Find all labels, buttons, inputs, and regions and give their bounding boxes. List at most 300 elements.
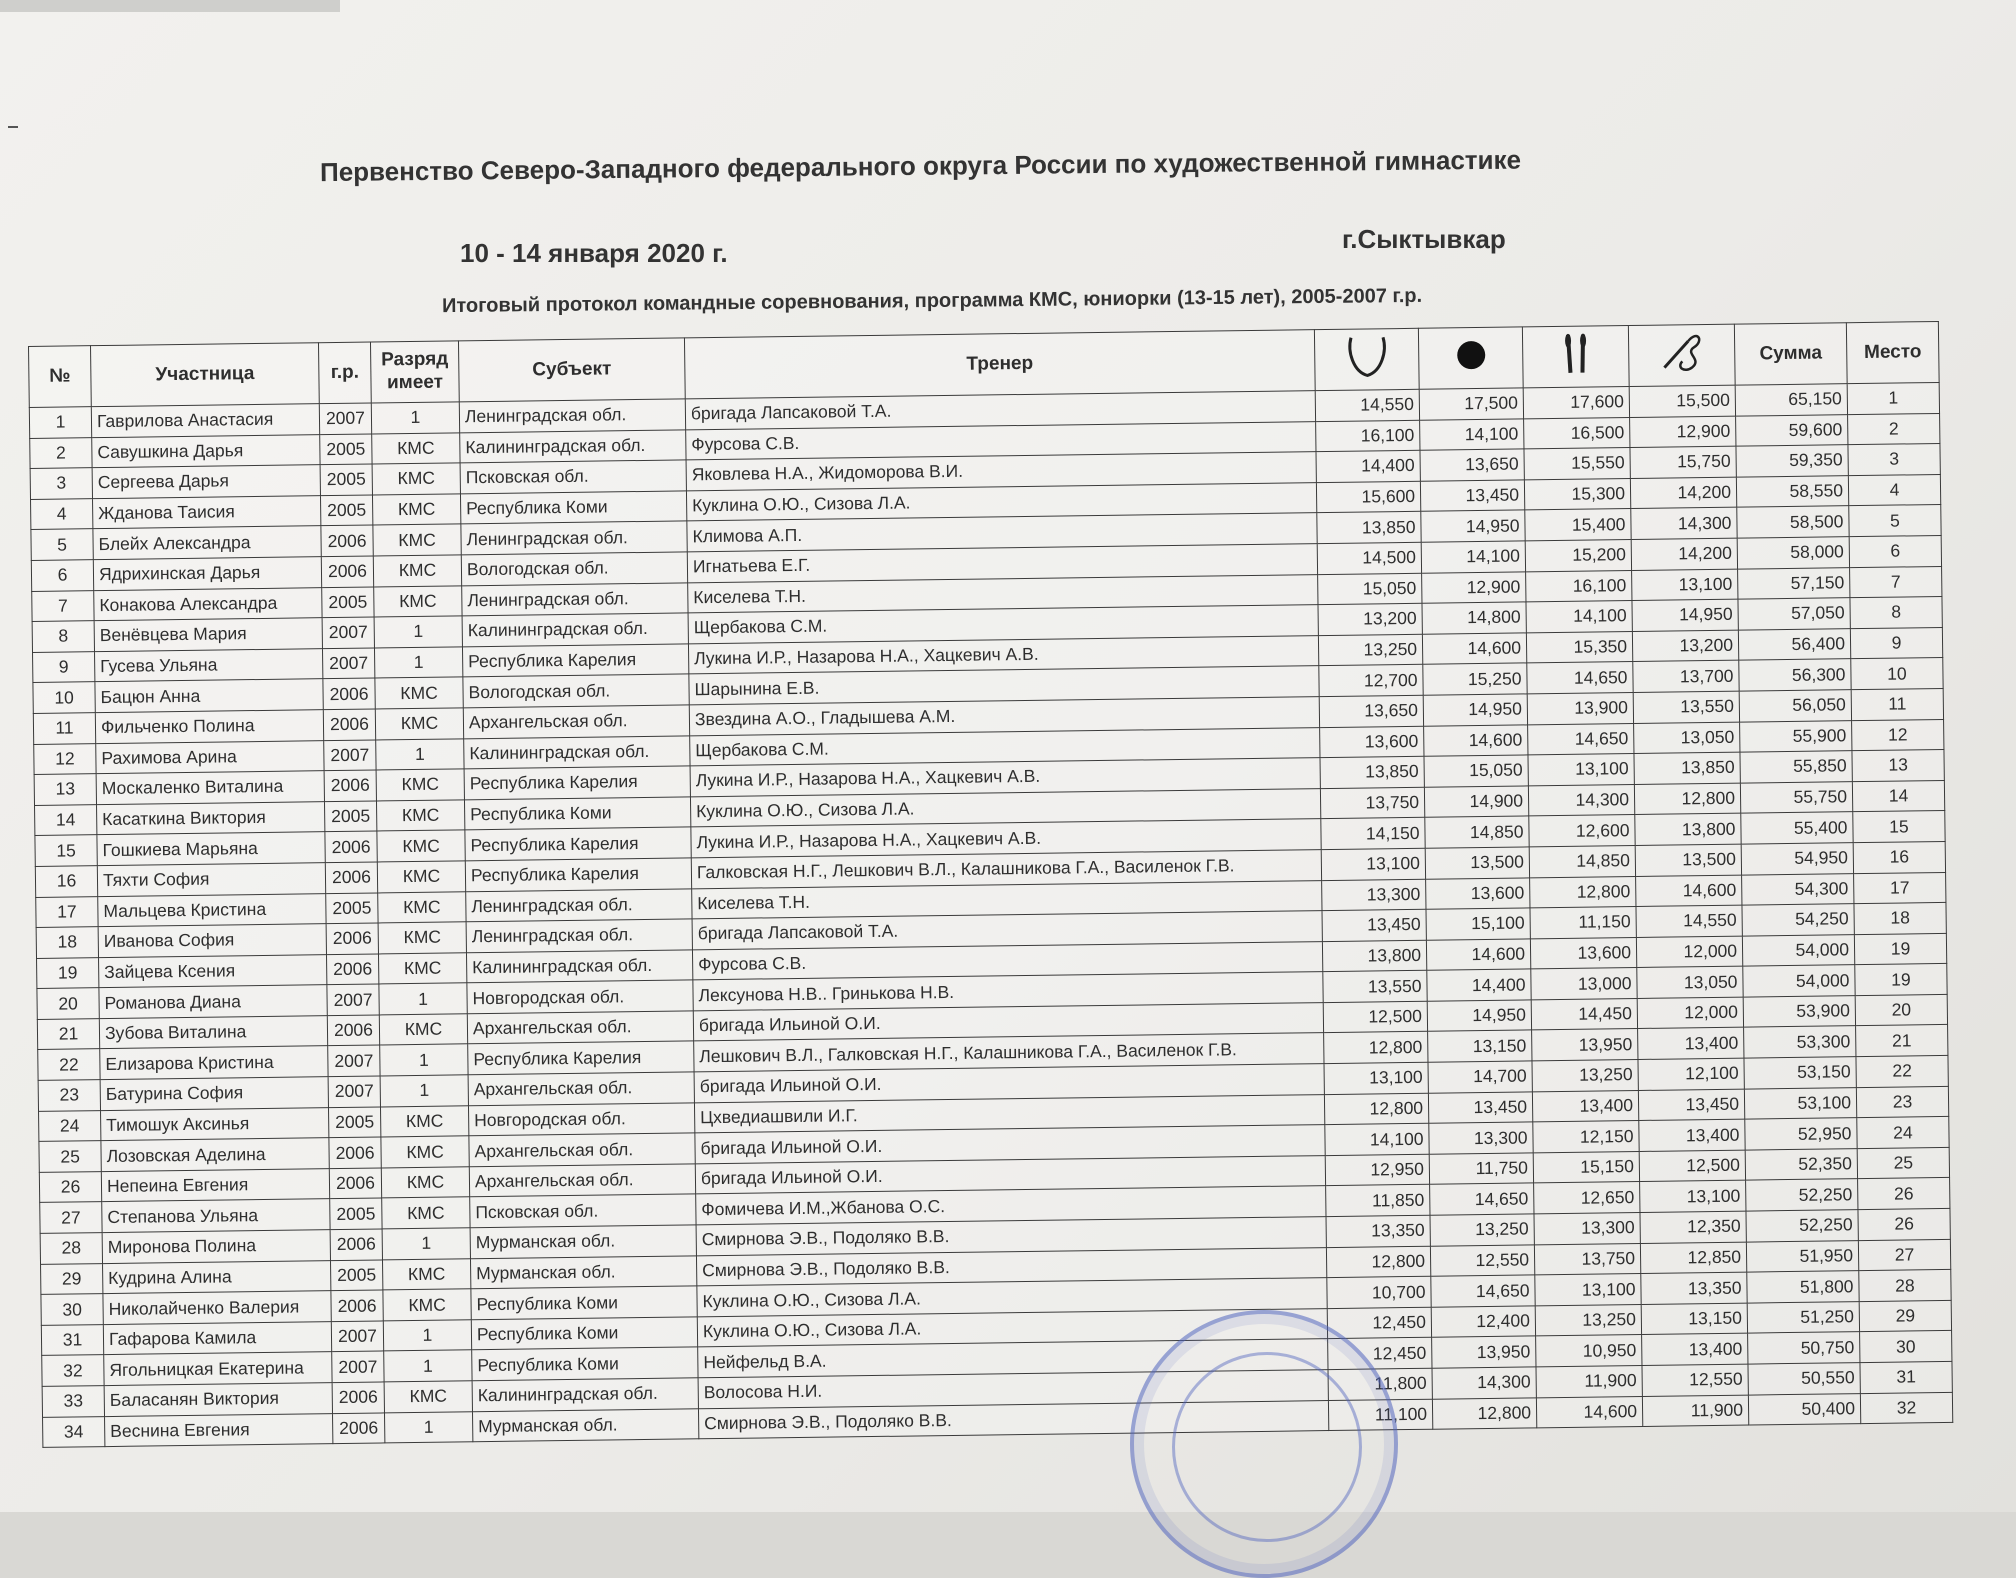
row-sum: 54,950 bbox=[1741, 843, 1853, 875]
row-sum: 56,400 bbox=[1738, 628, 1850, 660]
row-score-hoop: 13,300 bbox=[1322, 879, 1426, 911]
row-num: 24 bbox=[39, 1110, 101, 1141]
row-coach: бригада Ильиной О.И. bbox=[693, 1002, 1323, 1041]
row-score-ribbon: 11,900 bbox=[1642, 1395, 1748, 1427]
row-rank: КМС bbox=[377, 830, 465, 862]
row-rank: 1 bbox=[380, 1075, 468, 1107]
row-year: 2007 bbox=[328, 1076, 380, 1107]
row-year: 2006 bbox=[321, 525, 373, 556]
row-score-ball: 12,800 bbox=[1432, 1397, 1536, 1429]
row-rank: 1 bbox=[382, 1228, 470, 1260]
row-score-hoop: 12,800 bbox=[1324, 1032, 1428, 1064]
row-sum: 58,000 bbox=[1737, 537, 1849, 569]
row-sum: 53,100 bbox=[1744, 1087, 1856, 1119]
row-rank: КМС bbox=[375, 677, 463, 709]
row-participant: Конакова Александра bbox=[94, 587, 322, 621]
row-sum: 54,300 bbox=[1742, 873, 1854, 905]
row-region: Калининградская обл. bbox=[466, 950, 692, 984]
row-score-ball: 14,400 bbox=[1427, 969, 1531, 1001]
clubs-icon bbox=[1555, 328, 1596, 379]
row-num: 27 bbox=[40, 1202, 102, 1233]
row-rank: 1 bbox=[384, 1350, 472, 1382]
ribbon-icon bbox=[1653, 327, 1710, 378]
row-rank: КМС bbox=[383, 1289, 471, 1321]
row-place: 24 bbox=[1857, 1117, 1949, 1149]
row-score-hoop: 13,200 bbox=[1318, 603, 1422, 635]
row-score-clubs: 12,650 bbox=[1534, 1182, 1640, 1214]
row-score-ball: 13,600 bbox=[1426, 877, 1530, 909]
row-score-clubs: 13,000 bbox=[1531, 968, 1637, 1000]
row-sum: 52,250 bbox=[1746, 1179, 1858, 1211]
row-score-clubs: 15,400 bbox=[1525, 509, 1631, 541]
row-coach: бригада Ильиной О.И. bbox=[694, 1064, 1324, 1103]
page-edge bbox=[0, 0, 340, 12]
row-score-clubs: 11,900 bbox=[1536, 1365, 1642, 1397]
row-coach: Нейфельд В.А. bbox=[698, 1339, 1328, 1378]
row-sum: 56,300 bbox=[1739, 659, 1851, 691]
row-num: 31 bbox=[41, 1324, 103, 1355]
row-coach: Смирнова Э.В., Подоляко В.В. bbox=[698, 1400, 1328, 1439]
row-rank: КМС bbox=[382, 1258, 470, 1290]
row-participant: Тяхти София bbox=[97, 863, 325, 897]
row-score-ribbon: 13,550 bbox=[1633, 691, 1739, 723]
row-coach: Смирнова Э.В., Подоляко В.В. bbox=[696, 1217, 1326, 1256]
organization-stamp bbox=[1130, 1310, 1398, 1578]
row-num: 21 bbox=[37, 1018, 99, 1049]
row-score-hoop: 13,100 bbox=[1321, 848, 1425, 880]
row-score-ribbon: 13,500 bbox=[1635, 844, 1741, 876]
row-num: 12 bbox=[34, 743, 96, 774]
row-score-hoop: 11,100 bbox=[1328, 1399, 1432, 1431]
row-participant: Касаткина Виктория bbox=[97, 801, 325, 835]
row-score-clubs: 15,300 bbox=[1524, 478, 1630, 510]
row-sum: 59,350 bbox=[1736, 445, 1848, 477]
row-place: 18 bbox=[1854, 903, 1946, 935]
col-header-place: Место bbox=[1846, 321, 1939, 383]
row-num: 11 bbox=[33, 713, 95, 744]
competition-city: г.Сыктывкар bbox=[1342, 224, 1506, 254]
row-participant: Бацюн Анна bbox=[95, 679, 323, 713]
row-year: 2006 bbox=[325, 831, 377, 862]
row-year: 2007 bbox=[332, 1351, 384, 1382]
row-place: 30 bbox=[1860, 1331, 1952, 1363]
row-place: 28 bbox=[1859, 1270, 1951, 1302]
row-score-ribbon: 14,950 bbox=[1632, 599, 1738, 631]
row-score-ribbon: 12,350 bbox=[1640, 1211, 1746, 1243]
row-coach: Лешкович В.Л., Галковская Н.Г., Калашникова Г.А., Василенок Г.В. bbox=[694, 1033, 1324, 1072]
row-year: 2006 bbox=[329, 1168, 381, 1199]
results-table bbox=[28, 321, 1953, 1448]
col-header-ribbon bbox=[1628, 324, 1735, 386]
row-year: 2007 bbox=[322, 648, 374, 679]
row-coach: Лексунова Н.В.. Гринькова Н.В. bbox=[693, 972, 1323, 1011]
row-coach: Шарынина Е.В. bbox=[689, 666, 1319, 705]
row-score-clubs: 13,250 bbox=[1532, 1060, 1638, 1092]
row-coach: бригада Лапсаковой Т.А. bbox=[685, 391, 1315, 430]
row-num: 33 bbox=[42, 1386, 104, 1417]
row-participant: Жданова Таисия bbox=[93, 495, 321, 529]
row-sum: 53,300 bbox=[1744, 1026, 1856, 1058]
row-score-hoop: 13,750 bbox=[1320, 787, 1424, 819]
col-header-ball bbox=[1418, 327, 1523, 389]
row-sum: 57,050 bbox=[1738, 598, 1850, 630]
row-participant: Сергеева Дарья bbox=[92, 465, 320, 499]
row-score-clubs: 15,200 bbox=[1525, 540, 1631, 572]
row-participant: Степанова Ульяна bbox=[102, 1199, 330, 1233]
row-score-clubs: 13,100 bbox=[1528, 754, 1634, 786]
row-score-clubs: 16,100 bbox=[1526, 570, 1632, 602]
row-score-ball: 13,650 bbox=[1420, 449, 1524, 481]
row-participant: Ядрихинская Дарья bbox=[93, 557, 321, 591]
row-num: 17 bbox=[36, 896, 98, 927]
row-score-ball: 13,150 bbox=[1428, 1030, 1532, 1062]
row-score-clubs: 13,750 bbox=[1534, 1243, 1640, 1275]
row-score-ball: 14,600 bbox=[1422, 633, 1526, 665]
row-coach: Волосова Н.И. bbox=[698, 1370, 1328, 1409]
row-num: 13 bbox=[34, 774, 96, 805]
row-num: 9 bbox=[33, 651, 95, 682]
row-region: Новгородская обл. bbox=[467, 980, 693, 1014]
row-score-ball: 13,450 bbox=[1428, 1092, 1532, 1124]
row-rank: 1 bbox=[383, 1320, 471, 1352]
row-sum: 55,900 bbox=[1740, 720, 1852, 752]
row-score-hoop: 14,400 bbox=[1316, 450, 1420, 482]
row-score-ball: 14,950 bbox=[1427, 1000, 1531, 1032]
protocol-subtitle: Итоговый протокол командные соревнования, программа КМС, юниорки (13-15 лет), 2005-2007 г.р. bbox=[441, 284, 1423, 318]
row-num: 4 bbox=[31, 498, 93, 529]
row-num: 5 bbox=[31, 529, 93, 560]
row-sum: 56,050 bbox=[1739, 690, 1851, 722]
row-score-ball: 17,500 bbox=[1419, 388, 1523, 420]
col-header-sum: Сумма bbox=[1734, 323, 1847, 385]
row-participant: Венёвцева Мария bbox=[94, 618, 322, 652]
row-sum: 65,150 bbox=[1735, 384, 1847, 416]
row-score-ribbon: 12,550 bbox=[1642, 1364, 1748, 1396]
row-place: 14 bbox=[1852, 780, 1944, 812]
row-sum: 57,150 bbox=[1738, 567, 1850, 599]
row-year: 2005 bbox=[330, 1260, 382, 1291]
row-score-ball: 13,300 bbox=[1429, 1122, 1533, 1154]
row-participant: Баласанян Виктория bbox=[104, 1383, 332, 1417]
row-num: 7 bbox=[32, 590, 94, 621]
row-region: Архангельская обл. bbox=[463, 705, 689, 739]
row-participant: Елизарова Кристина bbox=[100, 1046, 328, 1080]
col-header-year: г.р. bbox=[318, 342, 371, 404]
row-region: Республика Коми bbox=[472, 1347, 698, 1381]
row-region: Республика Карелия bbox=[464, 766, 690, 800]
row-rank: КМС bbox=[372, 463, 460, 495]
row-score-hoop: 15,050 bbox=[1318, 573, 1422, 605]
row-rank: КМС bbox=[378, 953, 466, 985]
row-participant: Николайченко Валерия bbox=[103, 1291, 331, 1325]
row-rank: 1 bbox=[380, 1044, 468, 1076]
row-sum: 50,400 bbox=[1748, 1393, 1860, 1425]
row-rank: КМС bbox=[381, 1136, 469, 1168]
row-score-hoop: 14,550 bbox=[1315, 389, 1419, 421]
row-score-clubs: 17,600 bbox=[1523, 387, 1629, 419]
row-region: Архангельская обл. bbox=[468, 1072, 694, 1106]
row-region: Ленинградская обл. bbox=[462, 582, 688, 616]
row-region: Республика Коми bbox=[471, 1286, 697, 1320]
row-score-ball: 15,100 bbox=[1426, 908, 1530, 940]
row-year: 2005 bbox=[324, 801, 376, 832]
row-region: Мурманская обл. bbox=[470, 1225, 696, 1259]
row-score-ball: 14,950 bbox=[1423, 694, 1527, 726]
row-rank: КМС bbox=[372, 432, 460, 464]
row-score-hoop: 12,450 bbox=[1327, 1307, 1431, 1339]
row-num: 26 bbox=[39, 1171, 101, 1202]
row-score-hoop: 11,850 bbox=[1326, 1185, 1430, 1217]
row-region: Ленинградская обл. bbox=[459, 399, 685, 433]
row-coach: Фомичева И.М.,Жбанова О.С. bbox=[696, 1186, 1326, 1225]
row-year: 2006 bbox=[332, 1413, 384, 1444]
row-region: Мурманская обл. bbox=[472, 1408, 698, 1442]
row-score-ribbon: 13,050 bbox=[1637, 966, 1743, 998]
row-score-ribbon: 13,700 bbox=[1633, 660, 1739, 692]
row-num: 1 bbox=[29, 407, 91, 438]
row-score-hoop: 13,100 bbox=[1324, 1062, 1428, 1094]
row-score-clubs: 12,800 bbox=[1530, 876, 1636, 908]
row-score-ribbon: 12,850 bbox=[1640, 1242, 1746, 1274]
row-participant: Фильченко Полина bbox=[95, 710, 323, 744]
row-coach: Киселева Т.Н. bbox=[688, 574, 1318, 613]
row-score-ball: 14,650 bbox=[1430, 1183, 1534, 1215]
row-coach: бригада Ильиной О.И. bbox=[695, 1125, 1325, 1164]
row-year: 2006 bbox=[332, 1382, 384, 1413]
row-region: Республика Карелия bbox=[465, 858, 691, 892]
row-place: 29 bbox=[1859, 1300, 1951, 1332]
row-place: 2 bbox=[1848, 413, 1940, 445]
row-score-hoop: 13,450 bbox=[1322, 909, 1426, 941]
row-num: 28 bbox=[40, 1233, 102, 1264]
row-score-ribbon: 12,100 bbox=[1638, 1058, 1744, 1090]
row-score-ball: 13,450 bbox=[1420, 480, 1524, 512]
row-participant: Миронова Полина bbox=[102, 1230, 330, 1264]
row-score-ball: 14,600 bbox=[1426, 939, 1530, 971]
row-year: 2005 bbox=[320, 434, 372, 465]
row-place: 3 bbox=[1848, 444, 1940, 476]
row-score-ball: 14,650 bbox=[1431, 1275, 1535, 1307]
row-rank: КМС bbox=[377, 861, 465, 893]
row-num: 23 bbox=[38, 1080, 100, 1111]
row-sum: 52,350 bbox=[1745, 1148, 1857, 1180]
row-rank: КМС bbox=[384, 1381, 472, 1413]
row-year: 2006 bbox=[321, 556, 373, 587]
row-region: Республика Коми bbox=[460, 491, 686, 525]
row-place: 5 bbox=[1849, 505, 1941, 537]
row-score-ball: 13,250 bbox=[1430, 1214, 1534, 1246]
row-region: Архангельская обл. bbox=[467, 1011, 693, 1045]
row-rank: КМС bbox=[379, 1014, 467, 1046]
row-score-hoop: 13,850 bbox=[1317, 512, 1421, 544]
margin-mark bbox=[8, 126, 18, 128]
hoop-ribbon-icon bbox=[1338, 331, 1395, 382]
row-sum: 58,550 bbox=[1736, 475, 1848, 507]
row-region: Ленинградская обл. bbox=[461, 521, 687, 555]
row-score-hoop: 12,800 bbox=[1326, 1246, 1430, 1278]
row-coach: Куклина О.Ю., Сизова Л.А. bbox=[697, 1278, 1327, 1317]
row-coach: Яковлева Н.А., Жидоморова В.И. bbox=[686, 452, 1316, 491]
row-score-ribbon: 14,200 bbox=[1631, 538, 1737, 570]
row-sum: 53,150 bbox=[1744, 1057, 1856, 1089]
row-coach: Звездина А.О., Гладышева А.М. bbox=[689, 697, 1319, 736]
row-sum: 59,600 bbox=[1736, 414, 1848, 446]
row-participant: Зубова Виталина bbox=[99, 1016, 327, 1050]
row-place: 20 bbox=[1855, 994, 1947, 1026]
row-score-ribbon: 13,400 bbox=[1638, 1028, 1744, 1060]
row-sum: 50,750 bbox=[1748, 1332, 1860, 1364]
row-score-clubs: 13,900 bbox=[1527, 692, 1633, 724]
row-rank: КМС bbox=[376, 769, 464, 801]
row-rank: 1 bbox=[374, 616, 462, 648]
row-num: 32 bbox=[42, 1355, 104, 1386]
row-score-clubs: 13,950 bbox=[1532, 1029, 1638, 1061]
row-score-ribbon: 12,500 bbox=[1639, 1150, 1745, 1182]
row-score-ribbon: 12,000 bbox=[1636, 936, 1742, 968]
row-score-clubs: 15,550 bbox=[1524, 448, 1630, 480]
row-coach: Лукина И.Р., Назарова Н.А., Хацкевич А.В. bbox=[688, 635, 1318, 674]
row-score-ribbon: 14,550 bbox=[1636, 905, 1742, 937]
row-score-hoop: 13,850 bbox=[1320, 756, 1424, 788]
row-rank: 1 bbox=[371, 402, 459, 434]
col-header-participant: Участница bbox=[91, 343, 320, 407]
row-coach: бригада Ильиной О.И. bbox=[695, 1155, 1325, 1194]
row-score-clubs: 15,350 bbox=[1526, 631, 1632, 663]
row-rank: 1 bbox=[384, 1411, 472, 1443]
row-region: Архангельская обл. bbox=[469, 1133, 695, 1167]
row-num: 15 bbox=[35, 835, 97, 866]
col-header-rank: Разряд имеет bbox=[370, 341, 459, 403]
row-rank: КМС bbox=[381, 1167, 469, 1199]
row-sum: 54,000 bbox=[1743, 965, 1855, 997]
row-participant: Гусева Ульяна bbox=[95, 648, 323, 682]
row-rank: 1 bbox=[374, 647, 462, 679]
row-participant: Москаленко Виталина bbox=[96, 771, 324, 805]
row-score-clubs: 12,600 bbox=[1529, 815, 1635, 847]
row-score-hoop: 14,100 bbox=[1325, 1123, 1429, 1155]
row-score-ball: 15,050 bbox=[1424, 755, 1528, 787]
row-score-ball: 14,600 bbox=[1424, 724, 1528, 756]
row-score-clubs: 11,150 bbox=[1530, 907, 1636, 939]
row-participant: Тимошук Аксинья bbox=[101, 1107, 329, 1141]
row-place: 31 bbox=[1860, 1361, 1952, 1393]
row-sum: 52,250 bbox=[1746, 1210, 1858, 1242]
row-place: 10 bbox=[1851, 658, 1943, 690]
row-score-ball: 15,250 bbox=[1423, 663, 1527, 695]
row-score-clubs: 15,150 bbox=[1533, 1151, 1639, 1183]
row-num: 20 bbox=[37, 988, 99, 1019]
row-participant: Ягольницкая Екатерина bbox=[104, 1352, 332, 1386]
row-sum: 55,400 bbox=[1741, 812, 1853, 844]
row-num: 6 bbox=[31, 560, 93, 591]
row-year: 2005 bbox=[330, 1198, 382, 1229]
row-coach: Щербакова С.М. bbox=[690, 727, 1320, 766]
row-score-ball: 14,100 bbox=[1421, 541, 1525, 573]
row-num: 34 bbox=[43, 1416, 105, 1447]
row-rank: КМС bbox=[376, 800, 464, 832]
row-score-clubs: 13,100 bbox=[1535, 1274, 1641, 1306]
row-participant: Мальцева Кристина bbox=[98, 893, 326, 927]
row-region: Псковская обл. bbox=[460, 460, 686, 494]
row-participant: Лозовская Аделина bbox=[101, 1138, 329, 1172]
col-header-region: Субъект bbox=[458, 338, 685, 402]
row-place: 17 bbox=[1854, 872, 1946, 904]
row-place: 13 bbox=[1852, 750, 1944, 782]
row-num: 25 bbox=[39, 1141, 101, 1172]
col-header-clubs bbox=[1522, 326, 1629, 388]
row-year: 2006 bbox=[331, 1290, 383, 1321]
row-place: 16 bbox=[1853, 841, 1945, 873]
row-score-ribbon: 13,050 bbox=[1634, 722, 1740, 754]
row-year: 2006 bbox=[326, 923, 378, 954]
row-coach: Климова А.П. bbox=[687, 513, 1317, 552]
row-score-clubs: 14,650 bbox=[1527, 662, 1633, 694]
row-num: 29 bbox=[41, 1263, 103, 1294]
row-region: Вологодская обл. bbox=[461, 552, 687, 586]
row-place: 21 bbox=[1856, 1025, 1948, 1057]
row-score-ball: 14,700 bbox=[1428, 1061, 1532, 1093]
row-year: 2006 bbox=[323, 678, 375, 709]
row-score-ball: 13,950 bbox=[1432, 1336, 1536, 1368]
row-score-clubs: 13,400 bbox=[1532, 1090, 1638, 1122]
row-year: 2005 bbox=[326, 892, 378, 923]
row-sum: 54,000 bbox=[1742, 934, 1854, 966]
row-num: 10 bbox=[33, 682, 95, 713]
row-score-hoop: 16,100 bbox=[1316, 420, 1420, 452]
row-region: Республика Коми bbox=[471, 1317, 697, 1351]
row-rank: КМС bbox=[378, 891, 466, 923]
row-score-ribbon: 15,750 bbox=[1630, 446, 1736, 478]
row-place: 8 bbox=[1850, 597, 1942, 629]
row-participant: Батурина София bbox=[100, 1077, 328, 1111]
row-score-clubs: 10,950 bbox=[1536, 1335, 1642, 1367]
row-place: 26 bbox=[1858, 1208, 1950, 1240]
row-coach: Лукина И.Р., Назарова Н.А., Хацкевич А.В. bbox=[690, 758, 1320, 797]
table-body bbox=[29, 382, 1952, 1447]
row-place: 12 bbox=[1852, 719, 1944, 751]
row-coach: Смирнова Э.В., Подоляко В.В. bbox=[696, 1247, 1326, 1286]
row-coach: Куклина О.Ю., Сизова Л.А. bbox=[690, 788, 1320, 827]
row-score-clubs: 14,450 bbox=[1531, 998, 1637, 1030]
row-year: 2006 bbox=[324, 770, 376, 801]
row-region: Новгородская обл. bbox=[468, 1102, 694, 1136]
row-year: 2007 bbox=[327, 984, 379, 1015]
row-rank: КМС bbox=[373, 555, 461, 587]
row-num: 19 bbox=[37, 957, 99, 988]
row-rank: КМС bbox=[373, 524, 461, 556]
row-year: 2007 bbox=[322, 617, 374, 648]
row-rank: КМС bbox=[378, 922, 466, 954]
row-score-ribbon: 12,800 bbox=[1634, 783, 1740, 815]
row-participant: Кудрина Алина bbox=[103, 1260, 331, 1294]
row-coach: Галковская Н.Г., Лешкович В.Л., Калашникова Г.А., Василенок Г.В. bbox=[691, 850, 1321, 889]
row-score-ribbon: 13,150 bbox=[1641, 1303, 1747, 1335]
row-sum: 55,850 bbox=[1740, 751, 1852, 783]
row-place: 6 bbox=[1849, 535, 1941, 567]
row-sum: 50,550 bbox=[1748, 1363, 1860, 1395]
row-coach: Фурсова С.В. bbox=[692, 941, 1322, 980]
row-score-clubs: 16,500 bbox=[1524, 417, 1630, 449]
row-score-hoop: 14,500 bbox=[1317, 542, 1421, 574]
row-score-ribbon: 13,100 bbox=[1640, 1181, 1746, 1213]
row-place: 32 bbox=[1860, 1392, 1952, 1424]
col-header-num: № bbox=[29, 346, 92, 408]
row-sum: 51,800 bbox=[1747, 1271, 1859, 1303]
row-score-clubs: 14,600 bbox=[1536, 1396, 1642, 1428]
row-year: 2006 bbox=[327, 1015, 379, 1046]
row-year: 2005 bbox=[328, 1107, 380, 1138]
row-coach: Лукина И.Р., Назарова Н.А., Хацкевич А.В. bbox=[691, 819, 1321, 858]
